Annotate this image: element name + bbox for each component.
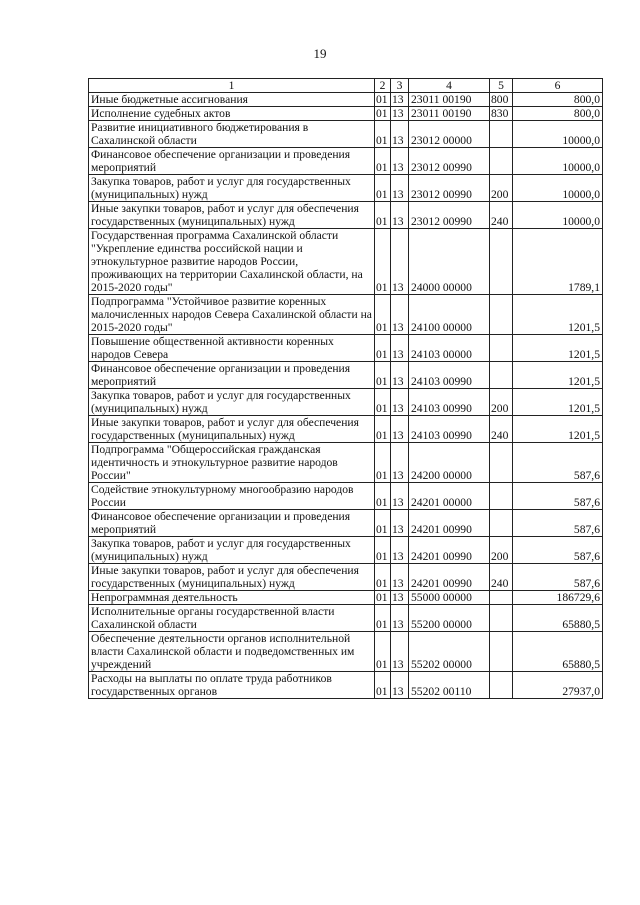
row-amount: 65880,5 bbox=[513, 632, 603, 672]
row-subsection: 13 bbox=[391, 510, 409, 537]
row-amount: 1201,5 bbox=[513, 295, 603, 335]
budget-table bbox=[88, 78, 603, 699]
row-target-article: 23012 00000 bbox=[409, 121, 490, 148]
row-section: 01 bbox=[375, 148, 391, 175]
row-subsection: 13 bbox=[391, 389, 409, 416]
row-expense-type bbox=[490, 483, 513, 510]
row-expense-type: 200 bbox=[490, 537, 513, 564]
table-row bbox=[89, 510, 603, 537]
row-target-article: 23011 00190 bbox=[409, 107, 490, 121]
row-section: 01 bbox=[375, 93, 391, 107]
header-col-4: 4 bbox=[409, 79, 490, 93]
row-expense-type: 830 bbox=[490, 107, 513, 121]
row-subsection: 13 bbox=[391, 362, 409, 389]
table-row bbox=[89, 605, 603, 632]
table-row bbox=[89, 591, 603, 605]
row-expense-type: 240 bbox=[490, 564, 513, 591]
row-subsection: 13 bbox=[391, 148, 409, 175]
row-name: Исполнение судебных актов bbox=[89, 107, 375, 121]
row-expense-type: 200 bbox=[490, 175, 513, 202]
row-name: Непрограммная деятельность bbox=[89, 591, 375, 605]
row-target-article: 55000 00000 bbox=[409, 591, 490, 605]
row-expense-type: 240 bbox=[490, 416, 513, 443]
row-target-article: 24200 00000 bbox=[409, 443, 490, 483]
table-row bbox=[89, 121, 603, 148]
row-target-article: 24103 00990 bbox=[409, 416, 490, 443]
row-name: Исполнительные органы государственной власти Сахалинской области bbox=[89, 605, 375, 632]
row-name: Финансовое обеспечение организации и проведения мероприятий bbox=[89, 362, 375, 389]
row-name: Иные закупки товаров, работ и услуг для обеспечения государственных (муниципальных) нужд bbox=[89, 564, 375, 591]
row-amount: 800,0 bbox=[513, 107, 603, 121]
row-section: 01 bbox=[375, 605, 391, 632]
row-section: 01 bbox=[375, 202, 391, 229]
row-amount: 587,6 bbox=[513, 564, 603, 591]
row-target-article: 55200 00000 bbox=[409, 605, 490, 632]
row-section: 01 bbox=[375, 672, 391, 699]
row-subsection: 13 bbox=[391, 591, 409, 605]
row-target-article: 24103 00990 bbox=[409, 389, 490, 416]
row-target-article: 24201 00000 bbox=[409, 483, 490, 510]
table-row bbox=[89, 175, 603, 202]
row-target-article: 24000 00000 bbox=[409, 229, 490, 295]
table-row bbox=[89, 202, 603, 229]
row-subsection: 13 bbox=[391, 416, 409, 443]
row-name: Государственная программа Сахалинской области "Укрепление единства российской нации и этнокультурное развитие народов России, проживающих на территории Сахалинской области, на 2015-2020 годы" bbox=[89, 229, 375, 295]
row-section: 01 bbox=[375, 510, 391, 537]
row-amount: 1789,1 bbox=[513, 229, 603, 295]
row-subsection: 13 bbox=[391, 121, 409, 148]
row-expense-type bbox=[490, 443, 513, 483]
row-section: 01 bbox=[375, 107, 391, 121]
table-row bbox=[89, 229, 603, 295]
row-name: Повышение общественной активности коренных народов Севера bbox=[89, 335, 375, 362]
row-subsection: 13 bbox=[391, 537, 409, 564]
row-subsection: 13 bbox=[391, 229, 409, 295]
row-amount: 10000,0 bbox=[513, 175, 603, 202]
table-row bbox=[89, 416, 603, 443]
row-section: 01 bbox=[375, 389, 391, 416]
header-col-2: 2 bbox=[375, 79, 391, 93]
row-amount: 800,0 bbox=[513, 93, 603, 107]
row-subsection: 13 bbox=[391, 443, 409, 483]
row-name: Финансовое обеспечение организации и проведения мероприятий bbox=[89, 510, 375, 537]
header-col-6: 6 bbox=[513, 79, 603, 93]
row-subsection: 13 bbox=[391, 175, 409, 202]
row-target-article: 24103 00990 bbox=[409, 362, 490, 389]
row-expense-type: 200 bbox=[490, 389, 513, 416]
row-target-article: 23012 00990 bbox=[409, 148, 490, 175]
row-amount: 10000,0 bbox=[513, 148, 603, 175]
row-amount: 1201,5 bbox=[513, 362, 603, 389]
row-target-article: 23012 00990 bbox=[409, 202, 490, 229]
row-name: Иные бюджетные ассигнования bbox=[89, 93, 375, 107]
row-name: Закупка товаров, работ и услуг для государственных (муниципальных) нужд bbox=[89, 175, 375, 202]
table-row bbox=[89, 483, 603, 510]
table-row bbox=[89, 389, 603, 416]
page-number: 19 bbox=[313, 46, 327, 61]
header-row bbox=[89, 79, 603, 93]
row-expense-type bbox=[490, 605, 513, 632]
row-subsection: 13 bbox=[391, 483, 409, 510]
row-expense-type: 800 bbox=[490, 93, 513, 107]
row-section: 01 bbox=[375, 564, 391, 591]
table-row bbox=[89, 295, 603, 335]
row-amount: 186729,6 bbox=[513, 591, 603, 605]
row-name: Финансовое обеспечение организации и проведения мероприятий bbox=[89, 148, 375, 175]
row-subsection: 13 bbox=[391, 564, 409, 591]
table-row bbox=[89, 335, 603, 362]
row-amount: 587,6 bbox=[513, 510, 603, 537]
row-amount: 587,6 bbox=[513, 537, 603, 564]
row-amount: 1201,5 bbox=[513, 335, 603, 362]
row-subsection: 13 bbox=[391, 335, 409, 362]
row-target-article: 24201 00990 bbox=[409, 510, 490, 537]
row-subsection: 13 bbox=[391, 107, 409, 121]
row-amount: 10000,0 bbox=[513, 121, 603, 148]
row-amount: 10000,0 bbox=[513, 202, 603, 229]
row-section: 01 bbox=[375, 229, 391, 295]
table-row bbox=[89, 107, 603, 121]
row-name: Содействие этнокультурному многообразию народов России bbox=[89, 483, 375, 510]
row-amount: 65880,5 bbox=[513, 605, 603, 632]
table-row bbox=[89, 443, 603, 483]
row-name: Расходы на выплаты по оплате труда работников государственных органов bbox=[89, 672, 375, 699]
row-expense-type bbox=[490, 295, 513, 335]
row-target-article: 23012 00990 bbox=[409, 175, 490, 202]
header-col-1: 1 bbox=[89, 79, 375, 93]
row-expense-type bbox=[490, 362, 513, 389]
row-name: Закупка товаров, работ и услуг для государственных (муниципальных) нужд bbox=[89, 389, 375, 416]
row-section: 01 bbox=[375, 362, 391, 389]
row-subsection: 13 bbox=[391, 295, 409, 335]
row-subsection: 13 bbox=[391, 202, 409, 229]
row-expense-type bbox=[490, 632, 513, 672]
row-name: Развитие инициативного бюджетирования в Сахалинской области bbox=[89, 121, 375, 148]
row-subsection: 13 bbox=[391, 93, 409, 107]
row-section: 01 bbox=[375, 483, 391, 510]
row-subsection: 13 bbox=[391, 605, 409, 632]
row-name: Иные закупки товаров, работ и услуг для обеспечения государственных (муниципальных) нужд bbox=[89, 202, 375, 229]
header-col-3: 3 bbox=[391, 79, 409, 93]
row-section: 01 bbox=[375, 416, 391, 443]
row-name: Подпрограмма "Устойчивое развитие коренных малочисленных народов Севера Сахалинской области на 2015-2020 годы" bbox=[89, 295, 375, 335]
row-expense-type bbox=[490, 148, 513, 175]
header-col-5: 5 bbox=[490, 79, 513, 93]
row-name: Обеспечение деятельности органов исполнительной власти Сахалинской области и подведомственных им учреждений bbox=[89, 632, 375, 672]
table-row bbox=[89, 93, 603, 107]
row-section: 01 bbox=[375, 175, 391, 202]
row-amount: 27937,0 bbox=[513, 672, 603, 699]
row-section: 01 bbox=[375, 335, 391, 362]
row-target-article: 24103 00000 bbox=[409, 335, 490, 362]
row-amount: 1201,5 bbox=[513, 389, 603, 416]
table-row bbox=[89, 148, 603, 175]
table-row bbox=[89, 632, 603, 672]
row-name: Иные закупки товаров, работ и услуг для обеспечения государственных (муниципальных) нужд bbox=[89, 416, 375, 443]
row-amount: 1201,5 bbox=[513, 416, 603, 443]
row-name: Подпрограмма "Общероссийская гражданская идентичность и этнокультурное развитие народов России" bbox=[89, 443, 375, 483]
row-expense-type bbox=[490, 591, 513, 605]
row-name: Закупка товаров, работ и услуг для государственных (муниципальных) нужд bbox=[89, 537, 375, 564]
row-subsection: 13 bbox=[391, 672, 409, 699]
row-section: 01 bbox=[375, 121, 391, 148]
row-target-article: 24100 00000 bbox=[409, 295, 490, 335]
row-section: 01 bbox=[375, 632, 391, 672]
table-row bbox=[89, 537, 603, 564]
row-subsection: 13 bbox=[391, 632, 409, 672]
row-expense-type bbox=[490, 121, 513, 148]
row-expense-type bbox=[490, 672, 513, 699]
row-target-article: 24201 00990 bbox=[409, 537, 490, 564]
row-expense-type: 240 bbox=[490, 202, 513, 229]
row-target-article: 24201 00990 bbox=[409, 564, 490, 591]
row-section: 01 bbox=[375, 443, 391, 483]
row-expense-type bbox=[490, 510, 513, 537]
row-target-article: 55202 00000 bbox=[409, 632, 490, 672]
table-row bbox=[89, 672, 603, 699]
row-section: 01 bbox=[375, 295, 391, 335]
row-expense-type bbox=[490, 229, 513, 295]
row-target-article: 23011 00190 bbox=[409, 93, 490, 107]
row-expense-type bbox=[490, 335, 513, 362]
table-row bbox=[89, 564, 603, 591]
row-section: 01 bbox=[375, 591, 391, 605]
row-section: 01 bbox=[375, 537, 391, 564]
row-target-article: 55202 00110 bbox=[409, 672, 490, 699]
row-amount: 587,6 bbox=[513, 443, 603, 483]
row-amount: 587,6 bbox=[513, 483, 603, 510]
table-row bbox=[89, 362, 603, 389]
